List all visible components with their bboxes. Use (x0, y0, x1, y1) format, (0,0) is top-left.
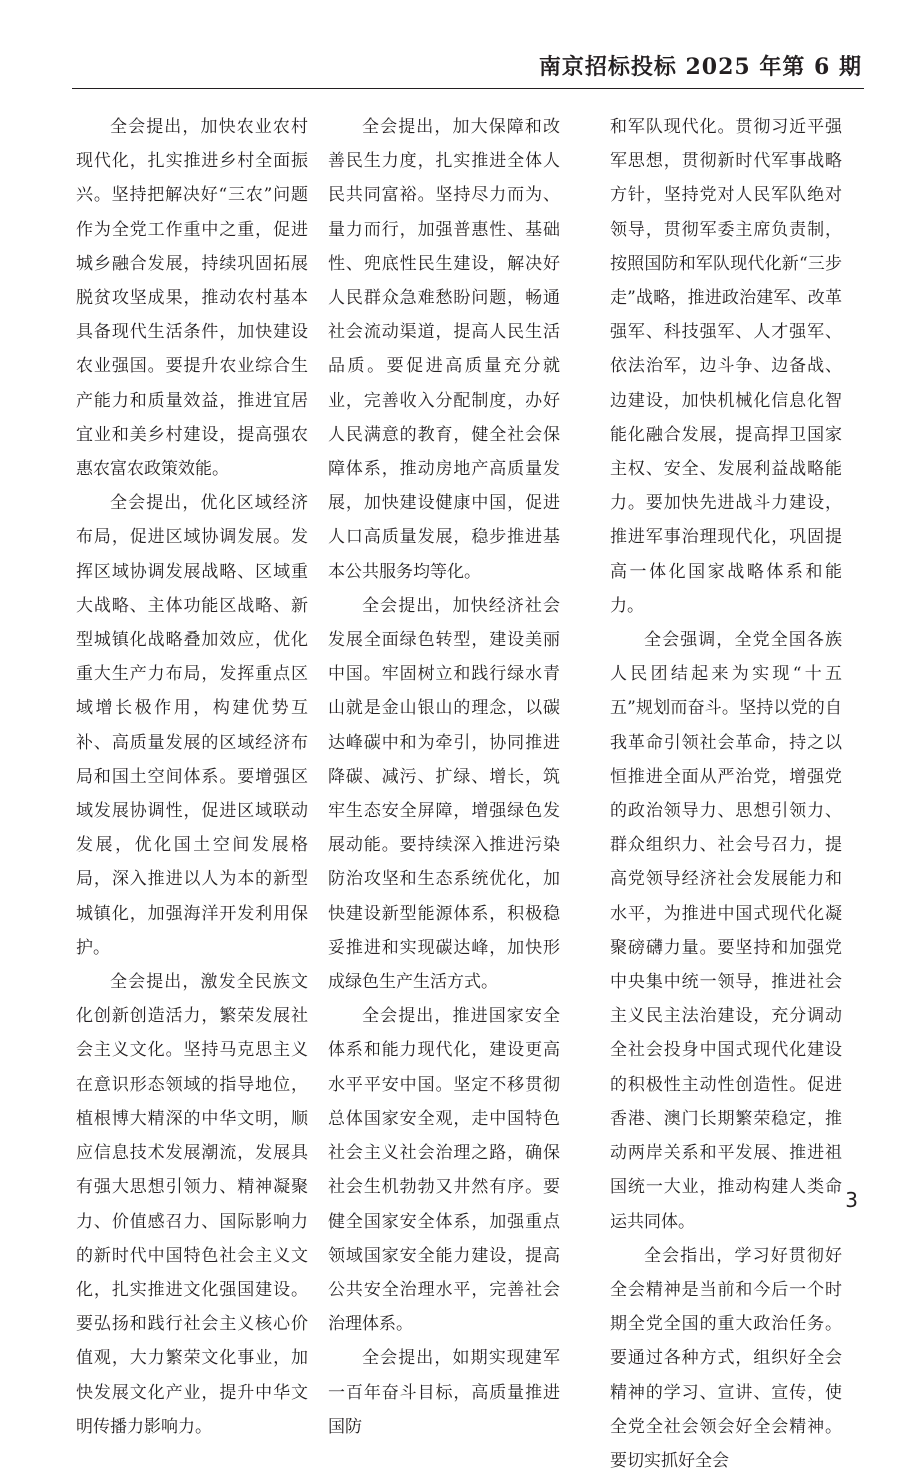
paragraph: 全会指出，学习好贯彻好全会精神是当前和今后一个时期全党全国的重大政治任务。要通过各种方式，组织好全会精神的学习、宣讲、宣传，使全党全社会领会好全会精神。要切实抓好全会 (610, 1245, 842, 1471)
text-column-1 (76, 110, 308, 1444)
text-column-2 (328, 110, 560, 1444)
paragraph: 全会提出，优化区域经济布局，促进区域协调发展。发挥区域协调发展战略、区域重大战略、主体功能区战略、新型城镇化战略叠加效应，优化重大生产力布局，发挥重点区域增长极作用，构建优势互补、高质量发展的区域经济布局和国土空间体系。要增强区域发展协调性，促进区域联动发展，优化国土空间发展格局，深入推进以人为本的新型城镇化，加强海洋开发利用保护。 (76, 493, 308, 958)
page-number: 3 (845, 1188, 858, 1212)
paragraph: 全会强调，全党全国各族人民团结起来为实现“十五五”规划而奋斗。坚持以党的自我革命引领社会革命，持之以恒推进全面从严治党，增强党的政治领导力、思想引领力、群众组织力、社会号召力，提高党领导经济社会发展能力和水平，为推进中国式现代化凝聚磅礴力量。要坚持和加强党中央集中统一领导，推进社会主义民主法治建设，充分调动全社会投身中国式现代化建设的积极性主动性创造性。促进香港、澳门长期繁荣稳定，推动两岸关系和平发展、推进祖国统一大业，推动构建人类命运共同体。 (610, 630, 842, 1232)
paragraph: 全会提出，加大保障和改善民生力度，扎实推进全体人民共同富裕。坚持尽力而为、量力而行，加强普惠性、基础性、兜底性民生建设，解决好人民群众急难愁盼问题，畅通社会流动渠道，提高人民生活品质。要促进高质量充分就业，完善收入分配制度，办好人民满意的教育，健全社会保障体系，推动房地产高质量发展，加快建设健康中国，促进人口高质量发展，稳步推进基本公共服务均等化。 (328, 117, 560, 582)
header-rule (72, 88, 864, 89)
paragraph: 全会提出，如期实现建军一百年奋斗目标，高质量推进国防 (328, 1348, 560, 1437)
paragraph: 全会提出，加快农业农村现代化，扎实推进乡村全面振兴。坚持把解决好“三农”问题作为全党工作重中之重，促进城乡融合发展，持续巩固拓展脱贫攻坚成果，推动农村基本具备现代生活条件，加快建设农业强国。要提升农业综合生产能力和质量效益，推进宜居宜业和美乡村建设，提高强农惠农富农政策效能。 (76, 117, 308, 480)
paragraph-continuation: 和军队现代化。贯彻习近平强军思想，贯彻新时代军事战略方针，坚持党对人民军队绝对领导，贯彻军委主席负责制，按照国防和军队现代化新“三步走”战略，推进政治建军、改革强军、科技强军、人才强军、依法治军，边斗争、边备战、边建设，加快机械化信息化智能化融合发展，提高捍卫国家主权、安全、发展利益战略能力。要加快先进战斗力建设，推进军事治理现代化，巩固提高一体化国家战略体系和能力。 (610, 117, 842, 616)
text-column-3 (610, 110, 842, 1478)
journal-issue-title: 南京招标投标 2025 年第 6 期 (538, 54, 862, 80)
paragraph: 全会提出，加快经济社会发展全面绿色转型，建设美丽中国。牢固树立和践行绿水青山就是金山银山的理念，以碳达峰碳中和为牵引，协同推进降碳、减污、扩绿、增长，筑牢生态安全屏障，增强绿色发展动能。要持续深入推进污染防治攻坚和生态系统优化，加快建设新型能源体系，积极稳妥推进和实现碳达峰，加快形成绿色生产生活方式。 (328, 595, 560, 993)
paragraph: 全会提出，推进国家安全体系和能力现代化，建设更高水平平安中国。坚定不移贯彻总体国家安全观，走中国特色社会主义社会治理之路，确保社会生机勃勃又井然有序。要健全国家安全体系，加强重点领域国家安全能力建设，提高公共安全治理水平，完善社会治理体系。 (328, 1006, 560, 1335)
paragraph: 全会提出，激发全民族文化创新创造活力，繁荣发展社会主义文化。坚持马克思主义在意识形态领域的指导地位，植根博大精深的中华文明，顺应信息技术发展潮流，发展具有强大思想引领力、精神凝聚力、价值感召力、国际影响力的新时代中国特色社会主义文化，扎实推进文化强国建设。要弘扬和践行社会主义核心价值观，大力繁荣文化事业，加快发展文化产业，提升中华文明传播力影响力。 (76, 972, 308, 1437)
